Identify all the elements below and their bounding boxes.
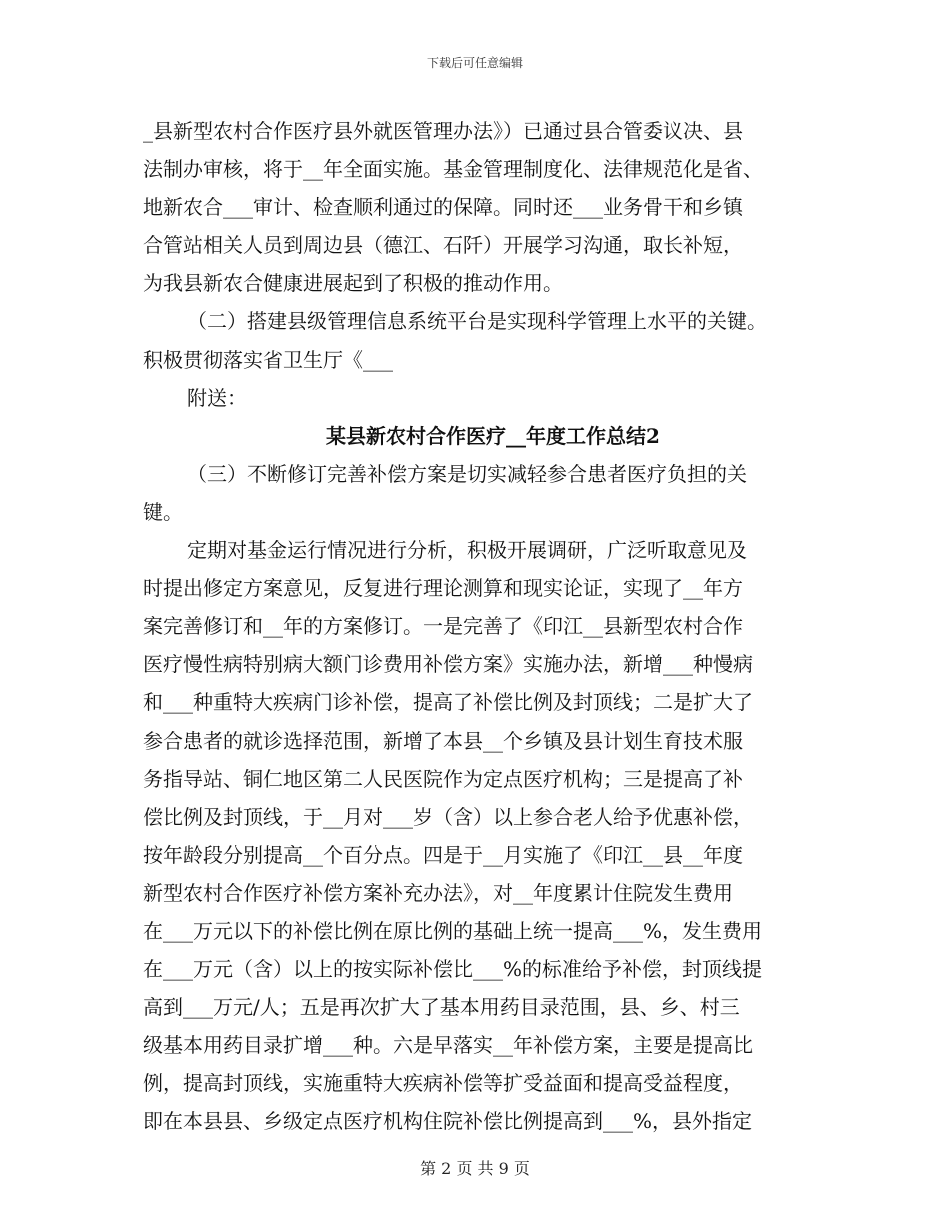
text-line: 键。 xyxy=(143,499,183,524)
text-line: 为我县新农合健康进展起到了积极的推动作用。 xyxy=(143,271,563,296)
text-line: 偿比例及封顶线，于__月对___岁（含）以上参合老人给予优惠补偿， xyxy=(143,804,753,829)
text-line: 在___万元（含）以上的按实际补偿比___%的标准给予补偿，封顶线提 xyxy=(143,957,763,982)
text-line: 在___万元以下的补偿比例在原比例的基础上统一提高___%，发生费用 xyxy=(143,918,763,943)
text-line: 高到___万元/人；五是再次扩大了基本用药目录范围，县、乡、村三 xyxy=(143,995,740,1020)
text-line: （二）搭建县级管理信息系统平台是实现科学管理上水平的关键。 xyxy=(187,309,767,334)
text-line: 时提出修定方案意见，反复进行理论测算和现实论证，实现了__年方 xyxy=(143,576,743,601)
text-line: 合管站相关人员到周边县（德江、石阡）开展学习沟通，取长补短， xyxy=(143,233,743,258)
text-line: 和___种重特大疾病门诊补偿，提高了补偿比例及封顶线；二是扩大了 xyxy=(143,690,753,715)
text-line: 医疗慢性病特别病大额门诊费用补偿方案》实施办法，新增___种慢病 xyxy=(143,652,753,677)
text-line: _县新型农村合作医疗县外就医管理办法》）已通过县合管委议决、县 xyxy=(143,119,743,143)
text-line: 级基本用药目录扩增___种。六是早落实__年补偿方案，主要是提高比 xyxy=(143,1033,753,1058)
section-title: 某县新农村合作医疗__年度工作总结2 xyxy=(326,423,660,448)
text-line: 附送： xyxy=(187,385,247,410)
text-line: 务指导站、铜仁地区第二人民医院作为定点医疗机构；三是提高了补 xyxy=(143,766,743,791)
text-line: 定期对基金运行情况进行分析，积极开展调研，广泛听取意见及 xyxy=(187,538,747,563)
document-body xyxy=(143,112,823,1141)
page-footer: 第 2 页 共 9 页 xyxy=(420,1159,530,1178)
text-line: 法制办审核，将于__年全面实施。基金管理制度化、法律规范化是省、 xyxy=(143,157,763,182)
text-line: 新型农村合作医疗补偿方案补充办法》，对__年度累计住院发生费用 xyxy=(143,880,733,905)
page-header: 下载后可任意编辑 xyxy=(426,56,523,70)
text-line: 地新农合___审计、检查顺利通过的保障。同时还___业务骨干和乡镇 xyxy=(143,195,743,220)
text-line: 例，提高封顶线，实施重特大疾病补偿等扩受益面和提高受益程度， xyxy=(143,1071,743,1096)
text-line: 按年龄段分别提高__个百分点。四是于__月实施了《印江__县__年度 xyxy=(143,842,743,867)
text-line: 案完善修订和__年的方案修订。一是完善了《印江__县新型农村合作 xyxy=(143,614,743,639)
text-line: 参合患者的就诊选择范围，新增了本县__个乡镇及县计划生育技术服 xyxy=(143,728,743,753)
text-line: （三）不断修订完善补偿方案是切实减轻参合患者医疗负担的关 xyxy=(187,461,747,486)
text-line: 即在本县县、乡级定点医疗机构住院补偿比例提高到___%，县外指定 xyxy=(143,1109,753,1134)
text-line: 积极贯彻落实省卫生厅《___ xyxy=(143,347,393,372)
